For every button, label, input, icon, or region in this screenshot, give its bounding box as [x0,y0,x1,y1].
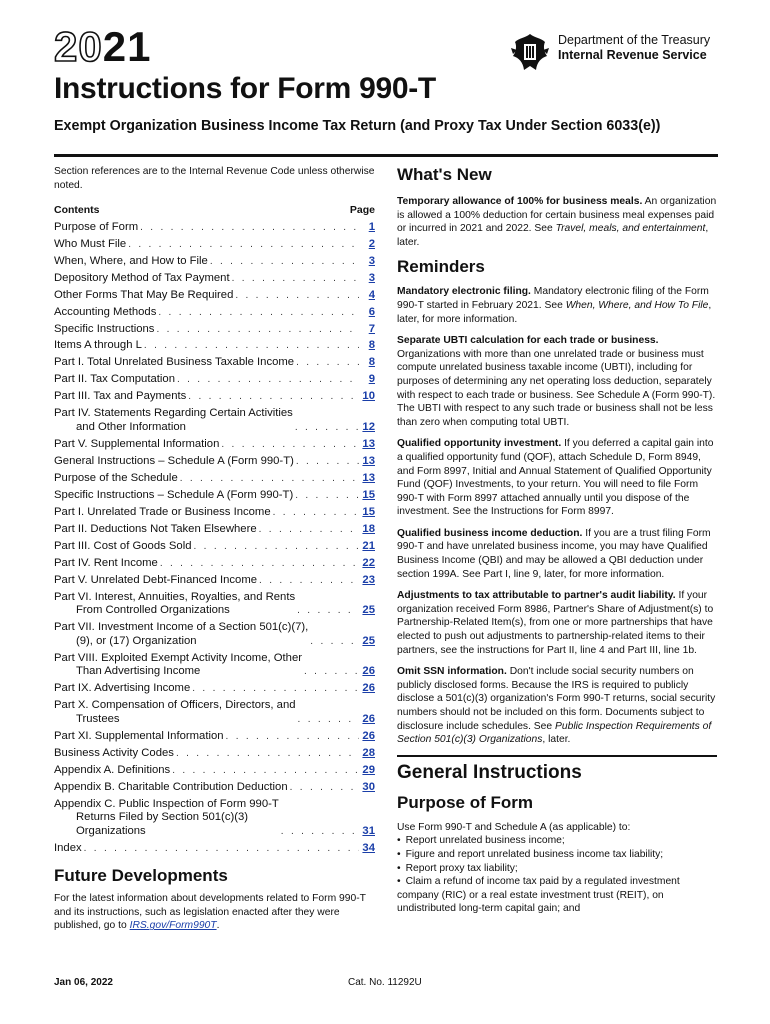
toc-page-link[interactable]: 13 [362,437,375,450]
toc-leader-dots [297,604,359,618]
toc-page-link[interactable]: 2 [368,237,375,250]
toc-row[interactable] [54,521,375,538]
toc-page-link[interactable]: 26 [362,665,375,678]
purpose-bullet: • Figure and report unrelated business income tax liability; [397,848,717,862]
toc-row[interactable] [54,796,375,840]
toc-page-link[interactable]: 6 [368,305,375,318]
toc-label: Who Must File [54,237,127,250]
toc-page-link[interactable]: 13 [362,471,375,484]
toc-page-link[interactable]: 3 [368,271,375,284]
toc-leader-dots [296,455,359,469]
toc-label: Business Activity Codes [54,746,174,759]
right-column [397,165,717,916]
toc-page-link[interactable]: 3 [368,254,375,267]
toc-label: Part IV. Statements Regarding Certain Activities and Other Information [54,407,293,433]
toc-leader-dots [158,306,359,320]
toc-leader-dots [188,390,359,404]
toc-leader-dots [259,574,359,588]
toc-leader-dots [210,255,359,269]
toc-page-link[interactable]: 22 [362,556,375,569]
toc-page-link[interactable]: 30 [362,780,375,793]
toc-row[interactable] [54,236,375,253]
toc-row[interactable] [54,728,375,745]
toc-leader-dots [144,339,359,353]
toc-leader-dots [84,842,359,856]
toc-page-link[interactable]: 28 [362,746,375,759]
toc-label: Part IV. Rent Income [54,556,158,569]
toc-label: General Instructions – Schedule A (Form 990-T) [54,454,294,467]
toc-row[interactable] [54,270,375,287]
toc-label: Purpose of Form [54,220,139,233]
toc-label: Appendix B. Charitable Contribution Deduction [54,780,288,793]
toc-leader-dots [221,438,359,452]
toc-label: Part VI. Interest, Annuities, Royalties, and Rents From Controlled Organizations [54,590,296,617]
purpose-bullet: • Claim a refund of income tax paid by a regulated investment company (RIC) or a real estate investment trust (REIT), on undistributed long-term capital gain; and [397,875,717,916]
toc-row[interactable] [54,779,375,796]
toc-leader-dots [172,764,359,778]
toc-label: Part III. Tax and Payments [54,390,187,403]
toc-row[interactable] [54,287,375,304]
reminders-heading: Reminders [397,257,485,277]
general-instructions-heading: General Instructions [397,761,582,783]
toc-label: Part V. Supplemental Information [54,437,220,450]
toc-page-link[interactable]: 34 [362,841,375,854]
contents-label: Contents [54,204,100,216]
toc-row[interactable] [54,389,375,406]
toc-page-link[interactable]: 21 [362,539,375,552]
toc-label: Specific Instructions [54,322,155,335]
future-developments-text: For the latest information about developments related to Form 990-T and its instructions, such as legislation enacted after they were published, go to IRS.gov/Form990T. [54,893,366,932]
toc-label: Appendix C. Public Inspection of Form 990-T Returns Filed by Section 501(c)(3) Organizations [54,797,279,837]
toc-page-link[interactable]: 26 [362,712,375,725]
toc-label: Other Forms That May Be Required [54,288,234,301]
toc-label: Part V. Unrelated Debt-Financed Income [54,573,258,586]
toc-page-link[interactable]: 10 [362,390,375,403]
toc-row[interactable] [54,572,375,589]
toc-row[interactable] [54,304,375,321]
purpose-bullet-list [397,834,717,916]
toc-label: Part II. Tax Computation [54,373,175,386]
toc-page-link[interactable]: 8 [368,339,375,352]
toc-leader-dots [180,472,359,486]
toc-label: Part I. Total Unrelated Business Taxable Income [54,356,295,369]
toc-row[interactable] [54,681,375,698]
toc-page-link[interactable]: 23 [362,573,375,586]
general-instructions-section [397,755,717,785]
toc-page-link[interactable]: 29 [362,763,375,776]
toc-row[interactable] [54,219,375,236]
section-reference-note: Section references are to the Internal Revenue Code unless otherwise noted. [54,166,375,191]
contents-header [54,204,375,216]
toc-row[interactable] [54,355,375,372]
future-developments-heading: Future Developments [54,866,228,886]
footer-date: Jan 06, 2022 [54,977,113,988]
toc-page-link[interactable]: 7 [368,322,375,335]
toc-leader-dots [176,747,359,761]
toc-page-link[interactable]: 26 [362,729,375,742]
toc-leader-dots [310,635,359,649]
ssn-paragraph: Omit SSN information. Don't include social security numbers on publicly disclosed forms. Because the IRS is required to publicly disclose a 501(c)(3) organization's Form 990-T returns, social security numbers should not be included on this form. Documents subject to disclosure include schedules. See Public Inspection Requirements of Section 501(c)(3) Organizations, later. [397,666,716,746]
toc-row[interactable] [54,372,375,389]
toc-row[interactable] [54,487,375,504]
toc-leader-dots [281,825,359,839]
toc-row[interactable] [54,555,375,572]
toc-label: Part II. Deductions Not Taken Elsewhere [54,522,257,535]
toc-label: Appendix A. Definitions [54,763,171,776]
toc-leader-dots [226,730,359,744]
toc-label: Depository Method of Tax Payment [54,271,230,284]
toc-label: Specific Instructions – Schedule A (Form 990-T) [54,488,294,501]
toc-page-link[interactable]: 25 [362,634,375,647]
toc-leader-dots [160,557,359,571]
toc-page-link[interactable]: 4 [368,288,375,301]
toc-row[interactable] [54,453,375,470]
toc-leader-dots [296,356,359,370]
toc-row[interactable] [54,762,375,779]
agency-block [558,33,710,63]
toc-label: Part VII. Investment Income of a Section 501(c)(7), (9), or (17) Organization [54,621,309,647]
toc-page-link[interactable]: 15 [362,488,375,501]
toc-row[interactable] [54,470,375,487]
toc-leader-dots [128,238,359,252]
toc-label: Accounting Methods [54,305,157,318]
toc-label: When, Where, and How to File [54,254,208,267]
toc-leader-dots [273,506,359,520]
toc-label: Part III. Cost of Goods Sold [54,539,192,552]
toc-page-link[interactable]: 1 [368,220,375,233]
document-title: Instructions for Form 990-T [54,72,436,105]
toc-label: Part X. Compensation of Officers, Directors, and Trustees [54,699,296,725]
toc-page-link[interactable]: 8 [368,356,375,369]
toc-row[interactable] [54,589,375,620]
toc-leader-dots [290,781,359,795]
toc-label: Items A through L [54,339,142,352]
toc-page-link[interactable]: 12 [362,420,375,433]
toc-page-link[interactable]: 31 [362,824,375,837]
audit-paragraph: Adjustments to tax attributable to partner's audit liability. If your organization received Form 8986, Partner's Share of Adjustment(s) to Partnership-Related Item(s), from one or more partnerships that have elected to push out adjustments to partnership-related items to their partners, see the instructions for Part II, line 4 and Part III, line 1b. [397,590,714,656]
toc-leader-dots [295,489,359,503]
header-rule [54,154,718,157]
purpose-bullet: • Report proxy tax liability; [397,862,717,876]
toc-leader-dots [140,221,359,235]
qbi-paragraph: Qualified business income deduction. If you are a trust filing Form 990-T and have unrelated business income, you may have Qualified Business Income (QBI) and may be allowed a QBI deduction under section 199A. See Part I, line 9, later, for more information. [397,527,711,580]
toc-leader-dots [298,713,359,727]
toc-leader-dots [192,682,359,696]
purpose-of-form-heading: Purpose of Form [397,792,534,812]
purpose-intro: Use Form 990-T and Schedule A (as applicable) to: [397,821,631,833]
irs-eagle-logo-icon [507,30,553,76]
toc-row[interactable] [54,406,375,437]
toc-row[interactable] [54,321,375,338]
purpose-bullet: • Report unrelated business income; [397,834,717,848]
toc-page-link[interactable]: 9 [368,373,375,386]
irs-form990t-link[interactable]: IRS.gov/Form990T [129,920,217,932]
toc-row[interactable] [54,253,375,270]
form-year: 2021 [54,23,152,70]
toc-leader-dots [194,540,359,554]
toc-row[interactable] [54,698,375,729]
toc-page-link[interactable]: 18 [362,522,375,535]
agency-irs: Internal Revenue Service [558,48,707,62]
toc-label: Part IX. Advertising Income [54,682,191,695]
toc-page-link[interactable]: 25 [362,604,375,617]
document-subtitle: Exempt Organization Business Income Tax Return (and Proxy Tax Under Section 6033(e)) [54,118,661,134]
qoi-paragraph: Qualified opportunity investment. If you deferred a capital gain into a qualified opportunity fund (QOF), attach Schedule D, Form 8949, and Form 8997, Initial and Annual Statement of Qualified Opportunity Fund (QOF) Investments, to your return. You will need to file Form 990-T with Form 8997 attached annually until you dispose of the investment. See the Instructions for Form 8997. [397,438,714,518]
toc-label: Part XI. Supplemental Information [54,729,224,742]
efile-paragraph: Mandatory electronic filing. Mandatory electronic filing of the Form 990-T started in February 2021. See When, Where, and How To File, later, for more information. [397,286,712,325]
toc-page-link[interactable]: 13 [362,454,375,467]
toc-row[interactable] [54,745,375,762]
toc-row[interactable] [54,538,375,555]
toc-leader-dots [304,665,359,679]
toc-row[interactable] [54,436,375,453]
toc-label: Part VIII. Exploited Exempt Activity Income, Other Than Advertising Income [54,651,303,678]
toc-row[interactable] [54,650,375,681]
toc-leader-dots [232,272,359,286]
table-of-contents [54,219,375,857]
toc-leader-dots [259,523,359,537]
toc-label: Part I. Unrelated Trade or Business Income [54,505,271,518]
toc-leader-dots [295,421,359,435]
toc-page-link[interactable]: 26 [362,682,375,695]
agency-department: Department of the Treasury [558,33,711,47]
meals-paragraph: Temporary allowance of 100% for business meals. An organization is allowed a 100% deduction for certain business meal expenses paid or incurred in 2021 and 2022. See Travel, meals, and entertainment, later. [397,196,717,248]
toc-row[interactable] [54,620,375,651]
left-column [54,165,375,933]
page-label: Page [349,204,375,216]
toc-leader-dots [177,373,359,387]
whats-new-heading: What's New [397,165,492,184]
toc-row[interactable] [54,504,375,521]
toc-leader-dots [235,289,359,303]
toc-label: Index [54,841,82,854]
toc-row[interactable] [54,840,375,857]
toc-row[interactable] [54,338,375,355]
toc-label: Purpose of the Schedule [54,471,178,484]
toc-page-link[interactable]: 15 [362,505,375,518]
footer-catalog-number: Cat. No. 11292U [348,977,422,988]
ubti-paragraph: Separate UBTI calculation for each trade or business. Organizations with more than one unrelated trade or business must compute unrelated business taxable income (UBTI), including for purposes of determining any net operating loss deduction, separately with respect to each trade or business. See Schedule A (Form 990-T). The UBTI with respect to any such trade or business shall not be less than zero when computing total UBTI. [397,335,716,428]
toc-leader-dots [156,323,359,337]
